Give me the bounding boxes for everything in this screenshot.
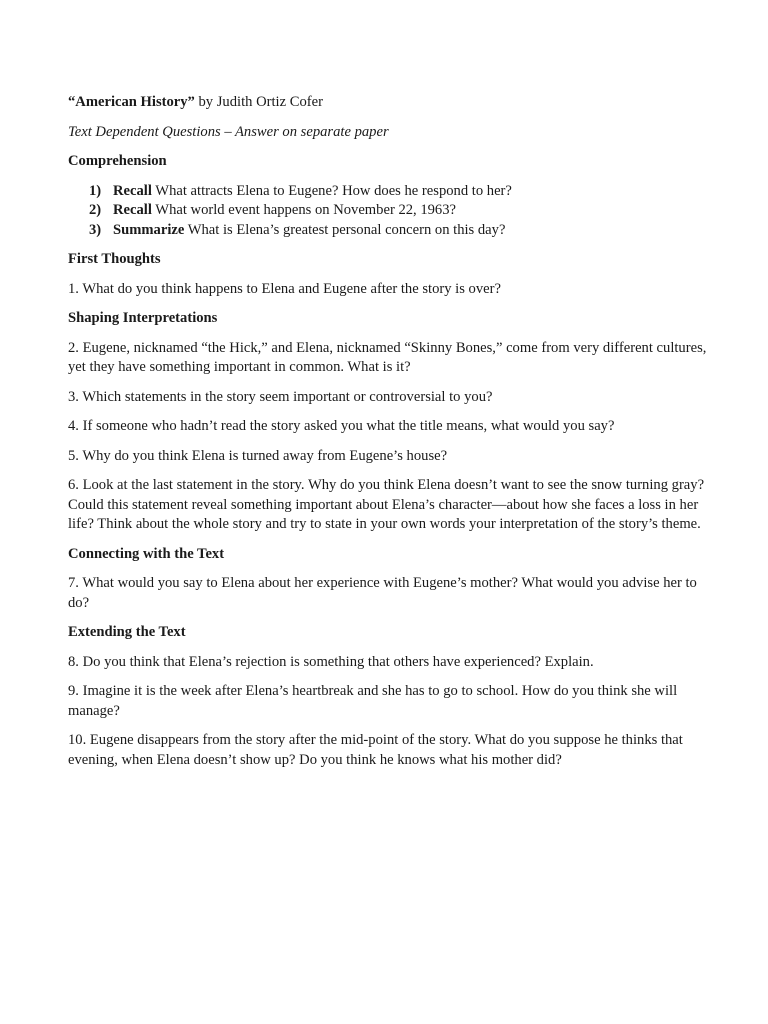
comprehension-item-2: [68, 201, 708, 221]
question-6: 6. Look at the last statement in the story. Why do you think Elena doesn’t want to see the snow turning gray? Could this statement reveal something important about Elena’s character—about how she faces a loss in her life? Think about the whole story and try to state in your own words your interpretation of the story’s theme.: [68, 477, 705, 532]
comprehension-heading: Comprehension: [68, 153, 167, 169]
question-1: 1. What do you think happens to Elena and Eugene after the story is over?: [68, 280, 501, 297]
connecting-heading: Connecting with the Text: [68, 545, 225, 562]
item-number: 3): [89, 221, 102, 238]
comprehension-item-3: [68, 221, 708, 241]
document-page: [68, 93, 708, 780]
item-label: Recall: [113, 182, 152, 199]
question-2: 2. Eugene, nicknamed “the Hick,” and Elena, nicknamed “Skinny Bones,” come from very different cultures, yet they have something important in common. What is it?: [68, 339, 707, 375]
question-7: 7. What would you say to Elena about her experience with Eugene’s mother? What would you advise her to do?: [68, 575, 697, 611]
question-10: 10. Eugene disappears from the story after the mid-point of the story. What do you suppose he thinks that evening, when Elena doesn’t show up? Do you think he knows what his mother did?: [68, 732, 683, 768]
document-title-line: [68, 93, 708, 113]
extending-heading: Extending the Text: [68, 624, 186, 640]
item-number: 1): [89, 182, 102, 199]
comprehension-list: [68, 182, 708, 241]
story-title: “American History”: [68, 94, 195, 110]
first-thoughts-heading: First Thoughts: [68, 251, 161, 267]
shaping-interpretations-heading: Shaping Interpretations: [68, 310, 218, 326]
question-3: 3. Which statements in the story seem important or controversial to you?: [68, 388, 493, 405]
item-text: What attracts Elena to Eugene? How does he respond to her?: [151, 182, 512, 199]
item-text: What is Elena’s greatest personal concern on this day?: [184, 221, 506, 238]
question-9: 9. Imagine it is the week after Elena’s heartbreak and she has to go to school. How do you think she will manage?: [68, 683, 678, 719]
item-label: Summarize: [113, 221, 185, 238]
story-author: by Judith Ortiz Cofer: [194, 94, 323, 110]
document-subtitle: Text Dependent Questions – Answer on separate paper: [68, 123, 389, 140]
question-4: 4. If someone who hadn’t read the story asked you what the title means, what would you say?: [68, 418, 615, 434]
item-number: 2): [89, 202, 102, 218]
question-5: 5. Why do you think Elena is turned away from Eugene’s house?: [68, 447, 448, 464]
item-label: Recall: [113, 202, 152, 218]
item-text: What world event happens on November 22, 1963?: [151, 202, 457, 218]
comprehension-item-1: [68, 182, 708, 202]
question-8: 8. Do you think that Elena’s rejection is something that others have experienced? Explain.: [68, 653, 594, 670]
